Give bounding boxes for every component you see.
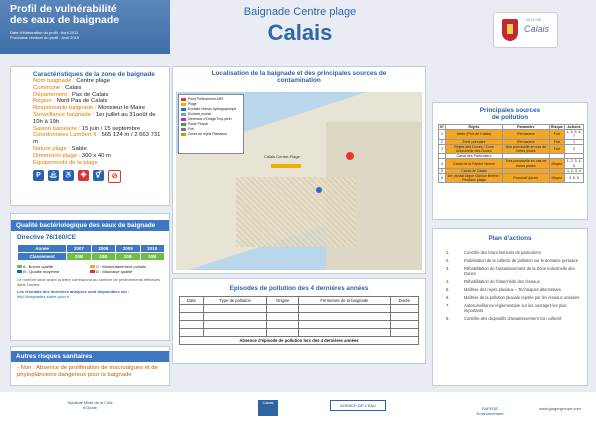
list-item [446, 287, 582, 292]
episodes-title: Episodes de pollution des 4 dernières années [229, 285, 369, 292]
table-cell: Ponctuel (pluie) [502, 174, 549, 183]
table-cell: Moyen [549, 159, 564, 168]
quality-title: Qualité bactériologique des eaux de baignade [11, 220, 169, 231]
characteristic-label: Surveillance baignade : [33, 111, 95, 118]
table-cell [203, 329, 266, 337]
table-cell: Fort [549, 144, 564, 153]
safege-logo: SAFEGE Environnement [476, 406, 504, 416]
table-cell [203, 313, 266, 321]
characteristic-label: Responsable baignade : [33, 105, 97, 112]
table-cell: 2 [439, 139, 446, 144]
table-cell [299, 305, 390, 313]
plan-list [438, 250, 582, 321]
table-cell: Permanent [502, 130, 549, 139]
year-cell: 2008 [91, 245, 115, 253]
table-cell [390, 321, 418, 329]
item-text: Contrôle des branchements de particuliers [464, 250, 541, 255]
table-row [180, 321, 419, 329]
characteristic-value: Centre plage [74, 78, 110, 84]
item-text: Réhabilitation de l'étanchéité des réseaux [464, 279, 540, 284]
sources-table [438, 124, 584, 183]
table-cell [267, 321, 299, 329]
characteristic-label: Région : [33, 98, 55, 105]
table-row [180, 329, 419, 337]
characteristic-row [33, 98, 163, 105]
table-cell [180, 313, 204, 321]
characteristic-label: Commune : [33, 84, 64, 91]
episodes-header-row [180, 297, 419, 305]
year-cell: 2007 [67, 245, 91, 253]
characteristic-label: Saison balnéaire : [33, 125, 81, 132]
list-item [446, 303, 582, 313]
map-beach-label: Calais Centre-Plage [264, 154, 300, 159]
table-cell [299, 321, 390, 329]
legend-row: Port [181, 127, 241, 132]
table-cell: Canal des Particuliers [446, 154, 503, 159]
legend-row: Exutoire pluvial [181, 112, 241, 117]
item-number: 2. [446, 258, 450, 263]
calais-logo [493, 12, 558, 48]
quality-note: Le nombre situé avant la lettre correspond au nombre de prélèvements effectués dans l'année. [17, 277, 161, 287]
column-header: Rejets [446, 125, 503, 130]
list-item [446, 316, 582, 321]
outlet-marker[interactable] [316, 187, 322, 193]
characteristic-value: Monsieur le Maire [96, 105, 145, 112]
sources-panel [432, 102, 588, 220]
legend-item: B : Qualité moyenne [17, 269, 90, 274]
table-cell: 1, 2, 3, 4 [564, 168, 583, 173]
table-cell [203, 305, 266, 313]
list-item [446, 258, 582, 263]
characteristic-value: Calais [63, 84, 82, 91]
legend-item: A : Bonne qualité [17, 264, 90, 269]
item-text: Réhabilitation de l'assainissement de la Zone Industrielle des Dunes [464, 266, 575, 276]
map-title-line2: contamination [277, 77, 321, 84]
item-text: Maîtrise de la pollution pluviale rejetée par les réseaux unitaires [464, 295, 580, 300]
column-header: Risque [550, 125, 563, 129]
first-aid-icon: ✚ [78, 170, 89, 181]
legend-row: Plage [181, 102, 241, 107]
class-cell: 20B [67, 253, 91, 261]
table-cell [180, 321, 204, 329]
item-text: Fiabilisation de la collecte de pollution sur le domaine portuaire [464, 258, 579, 263]
year-cell: 2009 [116, 245, 140, 253]
table-cell [267, 329, 299, 337]
characteristic-row [33, 78, 163, 85]
table-cell [390, 313, 418, 321]
characteristic-row [33, 126, 163, 133]
table-cell: 3, 5, 6 [564, 174, 583, 183]
plan-title: Plan d'actions [488, 235, 532, 242]
characteristic-row [33, 85, 163, 92]
item-text: Autosurveillance réglementaire sur les ouvrages les plus importants [464, 303, 567, 313]
list-item [446, 250, 582, 255]
characteristic-row [33, 146, 163, 153]
column-header: Origine [267, 297, 299, 305]
no-dogs-icon: ⊘ [108, 170, 121, 183]
legend-row: Exutoire réseau hydrographique [181, 107, 241, 112]
table-cell: Jetée (Port de Calais) [446, 130, 503, 139]
column-header: Fermeture de la baignade [299, 297, 390, 305]
item-number: 7. [446, 303, 450, 308]
characteristics-title: Caractéristiques de la zone de baignade [33, 71, 155, 78]
table-cell: Rejets des Dunes / Zone Industrielle des Dunes [446, 144, 503, 153]
characteristic-value: Nord Pas de Calais [54, 98, 108, 105]
table-cell [390, 329, 418, 337]
episodes-table [179, 296, 419, 345]
legend-row: Point Prélèvement ARS [181, 97, 241, 102]
calais-city-logo: Calais [258, 400, 278, 416]
characteristic-row [33, 132, 163, 146]
parking-icon: P [33, 170, 44, 181]
table-cell [180, 329, 204, 337]
legend-row: Poste Pluvial [181, 122, 241, 127]
risks-panel [10, 346, 170, 386]
poster-title-line1: Profil de vulnérabilité [10, 3, 117, 15]
risks-text: - Non : Absence de prolifération de macroalgues et de phytoplanctons dangereux pour la baignade [17, 365, 158, 378]
characteristic-label: Département : [33, 91, 71, 98]
item-number: 4. [446, 279, 450, 284]
characteristics-list [33, 78, 163, 166]
characteristic-value: Pas de Calais [70, 91, 109, 98]
shower-icon: ⛲ [49, 172, 58, 180]
column-header: Date [180, 297, 204, 305]
accessibility-icon: ♿ [64, 172, 73, 180]
item-text: Contrôle des dispositifs d'assainissement non collectif [464, 316, 562, 321]
item-number: 5. [446, 287, 450, 292]
city-title: Calais [267, 20, 333, 45]
beach-subtitle: Baignade Centre plage [243, 6, 357, 18]
column-header: Type de pollution [203, 297, 266, 305]
item-text: Maîtrise des rejets pluviaux – Techniques alternatives [464, 287, 561, 292]
table-cell: 5 [439, 168, 446, 173]
logo-small-text: VILLE DE [526, 18, 542, 22]
table-cell: 1, 3, 5, 6, 7 [564, 130, 583, 139]
table-cell [299, 329, 390, 337]
ginger-logo[interactable]: www.gingergroupe.com [539, 406, 581, 411]
poster-title-banner [0, 0, 170, 54]
table-cell: Canal de Calais [446, 168, 503, 173]
list-item [446, 279, 582, 284]
year-cell: 2010 [140, 245, 164, 253]
risks-title: Autres risques sanitaires [11, 351, 169, 362]
table-cell: 1 [439, 130, 446, 139]
elaboration-date: Date d'élaboration du profil : Avril 2011 [10, 30, 79, 35]
coat-of-arms-icon [502, 19, 518, 41]
table-cell: 1, 2, 3, 4, 5 [564, 159, 583, 168]
characteristic-row [33, 160, 163, 167]
table-cell [299, 313, 390, 321]
pollution-source-marker[interactable] [346, 152, 354, 160]
column-header: N° [440, 125, 445, 129]
table-row [439, 159, 584, 168]
characteristic-value: Sable [70, 145, 87, 152]
list-item [446, 295, 582, 300]
legend-item: D : Mauvaise qualité [90, 269, 163, 274]
episodes-footer: Absence d'épisode de pollution lors des 4 dernières années [180, 337, 419, 345]
characteristics-panel [10, 66, 170, 206]
legend-row: Zones de rejets Plaisance [181, 132, 241, 137]
characteristic-row [33, 105, 163, 112]
logo-text: Calais [524, 24, 550, 34]
table-cell [203, 321, 266, 329]
footer-logos [0, 392, 596, 421]
table-cell: Fort [549, 139, 564, 144]
item-number: 8. [446, 316, 450, 321]
beach-marker[interactable] [271, 164, 301, 168]
sources-title-line1: Principales sources [479, 107, 541, 114]
toilets-icon: ⚥ [93, 170, 104, 181]
table-cell: 3 [439, 144, 446, 153]
characteristic-label: Dimension plage : [33, 152, 81, 159]
results-link[interactable]: http://baignades.sante.gouv.fr [17, 294, 70, 299]
characteristic-row [33, 92, 163, 99]
table-cell: 4 [439, 159, 446, 168]
characteristic-label: Nom baignade : [33, 78, 75, 84]
table-cell: Non ponctuelle en cas de fortes pluies [502, 144, 549, 153]
table-cell: 6 [439, 174, 446, 183]
table-row [439, 174, 584, 183]
item-number: 3. [446, 266, 450, 271]
legend-item: C : Momentanément polluée [90, 264, 163, 269]
table-row [180, 305, 419, 313]
map-title-line1: Localisation de la baignade et des principales sources de [211, 70, 387, 77]
table-row [439, 130, 584, 139]
urban-area [236, 177, 356, 247]
quality-legend [11, 261, 169, 277]
table-cell [267, 313, 299, 321]
table-cell: Fort [549, 130, 564, 139]
table-cell [390, 305, 418, 313]
sources-title-line2: de pollution [491, 114, 529, 121]
list-item [446, 266, 582, 276]
characteristic-row [33, 112, 163, 126]
map-legend [178, 94, 244, 154]
plan-panel [432, 228, 588, 386]
table-cell: Permanent [502, 139, 549, 144]
characteristic-value: 1er juillet au 31août de 10h à 19h [33, 111, 156, 125]
table-cell: 1er pluvial Digue Gaston Berthe / Pluviaux plage [447, 174, 501, 183]
equipment-icons [33, 170, 163, 183]
table-row [180, 313, 419, 321]
table-cell [267, 305, 299, 313]
table-cell: Canal de la Rivière Neuve [446, 159, 503, 168]
table-cell: 2 [564, 144, 583, 153]
legend-row: Déversoir d'Orage/Trop-plein [181, 117, 241, 122]
characteristic-label: Nature plage : [33, 145, 71, 152]
class-cell: 20B [91, 253, 115, 261]
column-header: Paramètre [502, 125, 549, 130]
table-row [439, 144, 584, 153]
table-cell: Très ponctuelle en cas de fortes pluies [502, 159, 549, 168]
poster-title-line2: des eaux de baignade [10, 14, 120, 26]
quality-note-results: Les résultats des dernières analyses sont disponibles sur : [17, 289, 130, 294]
revision-date: Prochaine révision du profil : Avril 2015 [10, 35, 80, 40]
table-cell: Moyen [549, 174, 564, 183]
episodes-panel [172, 278, 426, 364]
item-number: 1. [446, 250, 450, 255]
quality-panel [10, 213, 170, 341]
table-cell: Zone portuaire [446, 139, 503, 144]
quality-table [17, 244, 165, 261]
directive-label: Directive 76/160/CE [17, 234, 76, 241]
characteristic-value: 565 124 m / 2 663 731 m [33, 132, 161, 146]
class-cell: 20B [116, 253, 140, 261]
class-header: Classement [18, 253, 67, 261]
characteristic-label: Equipements de la plage [33, 159, 98, 166]
column-header: Actions [564, 125, 583, 130]
table-cell: 1 [564, 139, 583, 144]
characteristic-value: 300 x 40 m [80, 152, 111, 159]
item-number: 6. [446, 295, 450, 300]
class-cell: 20B [140, 253, 164, 261]
year-header: Année [18, 245, 67, 253]
characteristic-label: Coordonnées Lambert II : [33, 132, 100, 139]
smco-logo: Syndicat Mixte de la Côte d'Opale [67, 400, 113, 410]
column-header: Durée [390, 297, 418, 305]
beach-heading [175, 0, 425, 50]
characteristic-value: 15 juin / 15 septembre [80, 125, 141, 132]
location-map[interactable] [176, 92, 422, 270]
table-cell [180, 305, 204, 313]
water-agency-logo: AGENCE DE L'EAU [330, 400, 386, 411]
characteristic-row [33, 153, 163, 160]
